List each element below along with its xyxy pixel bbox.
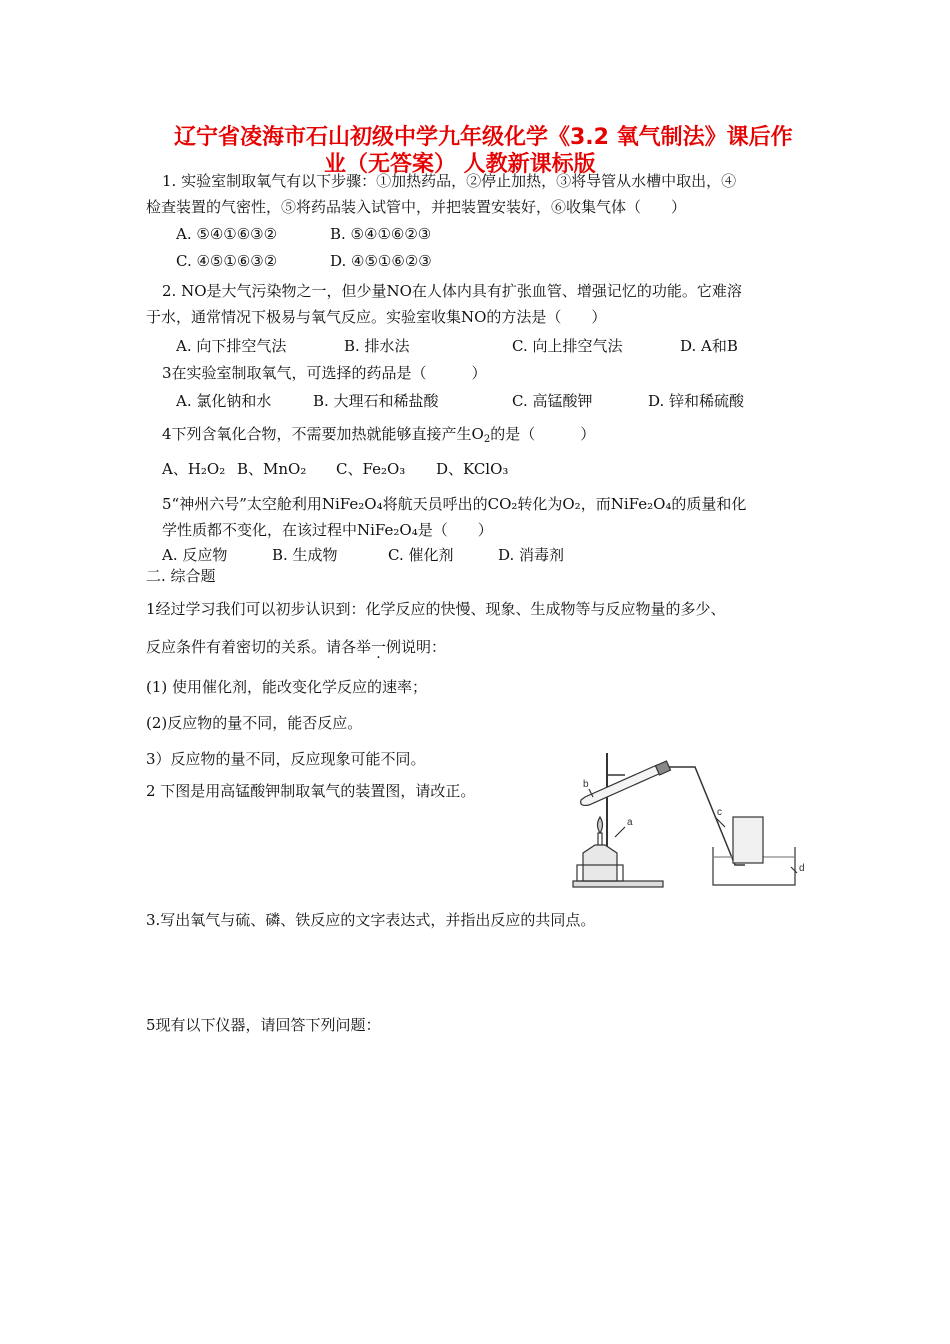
- section-2-heading: 二. 综合题: [146, 567, 216, 585]
- q4-stem-pre: 4下列含氧化合物，不需要加热就能够直接产生O: [162, 425, 484, 443]
- q3-option-c: C. 高锰酸钾: [512, 392, 593, 410]
- label-d: d: [799, 863, 805, 874]
- q3-stem: 3在实验室制取氧气，可选择的药品是（ ）: [162, 364, 487, 382]
- leader-d: [791, 867, 797, 873]
- q2-stem-line-1: 2. NO是大气污染物之一，但少量NO在人体内具有扩张血管、增强记忆的功能。它难溶: [162, 282, 742, 300]
- q5-stem-line-2: 学性质都不变化，在该过程中NiFe₂O₄是（ ）: [162, 521, 493, 539]
- s2-p1-item-2: (2)反应物的量不同，能否反应。: [146, 714, 363, 732]
- q1-stem-line-2: 检查装置的气密性，⑤将药品装入试管中，并把装置安装好，⑥收集气体（ ）: [146, 198, 687, 216]
- q5-option-b: B. 生成物: [272, 546, 338, 564]
- leader-a: [615, 827, 625, 837]
- q5-option-c: C. 催化剂: [388, 546, 454, 564]
- title-line-1: 辽宁省凌海市石山初级中学九年级化学《3.2 氧气制法》课后作: [174, 125, 793, 150]
- q3-option-a: A. 氯化钠和水: [176, 392, 272, 410]
- q4-option-c: C、Fe₂O₃: [336, 460, 406, 478]
- q1-option-d: D. ④⑤①⑥②③: [330, 252, 432, 270]
- q5-option-a: A. 反应物: [162, 546, 228, 564]
- q4-option-a: A、H₂O₂: [162, 460, 226, 478]
- q5-option-d: D. 消毒剂: [498, 546, 565, 564]
- s2-p3: 3.写出氧气与硫、磷、铁反应的文字表达式，并指出反应的共同点。: [146, 911, 596, 929]
- q1-stem-line-1: 1. 实验室制取氧气有以下步骤：①加热药品，②停止加热，③将导管从水槽中取出，④: [162, 172, 737, 190]
- q2-option-d: D. A和B: [680, 337, 738, 355]
- q2-option-c: C. 向上排空气法: [512, 337, 623, 355]
- q2-option-b: B. 排水法: [344, 337, 410, 355]
- s2-p5: 5现有以下仪器，请回答下列问题：: [146, 1016, 381, 1034]
- q4-option-b: B、MnO₂: [237, 460, 307, 478]
- test-tube: [581, 765, 661, 805]
- q2-stem-line-2: 于水，通常情况下极易与氧气反应。实验室收集NO的方法是（ ）: [146, 308, 607, 326]
- q4-option-d: D、KClO₃: [436, 460, 509, 478]
- flame: [598, 817, 603, 833]
- s2-p1-line-2: [146, 636, 446, 657]
- s2-p1-line-2-post: 说明：: [401, 638, 447, 656]
- leader-c: [715, 817, 725, 827]
- s2-p2: 2 下图是用高锰酸钾制取氧气的装置图，请改正。: [146, 782, 476, 800]
- q4-stem-post: 的是（ ）: [490, 425, 596, 443]
- oxygen-apparatus-diagram: [565, 745, 810, 893]
- label-b: b: [583, 779, 589, 790]
- q1-option-b: B. ⑤④①⑥②③: [330, 225, 432, 243]
- q4-stem: [162, 423, 595, 445]
- q4-stem-sub: 2: [483, 434, 491, 445]
- q1-option-a: A. ⑤④①⑥③②: [176, 225, 278, 243]
- s2-p1-line-1: 1经过学习我们可以初步认识到：化学反应的快慢、现象、生成物等与反应物量的多少、: [146, 600, 726, 618]
- stand-base: [573, 881, 663, 887]
- alcohol-lamp: [583, 845, 617, 881]
- s2-p1-item-3: 3）反应物的量不同，反应现象可能不同。: [146, 750, 426, 768]
- q3-option-b: B. 大理石和稀盐酸: [313, 392, 439, 410]
- s2-p1-line-2-pre: 反应条件有着密切的关系。请各: [146, 638, 357, 656]
- q5-stem-line-1: 5“神州六号”太空舱利用NiFe₂O₄将航天员呼出的CO₂转化为O₂，而NiFe₂O₄的质量和化: [162, 495, 747, 513]
- label-c: c: [717, 807, 722, 818]
- emphasis-dots-text: 举一例: [356, 638, 402, 656]
- q2-option-a: A. 向下排空气法: [176, 337, 287, 355]
- lamp-wick: [598, 833, 602, 845]
- q1-option-c: C. ④⑤①⑥③②: [176, 252, 278, 270]
- gas-bottle: [733, 817, 763, 863]
- s2-p1-item-1: (1) 使用催化剂，能改变化学反应的速率；: [146, 678, 428, 696]
- title-line-2: 业（无答案） 人教新课标版: [324, 152, 596, 177]
- label-a: a: [627, 817, 633, 828]
- q3-option-d: D. 锌和稀硫酸: [648, 392, 745, 410]
